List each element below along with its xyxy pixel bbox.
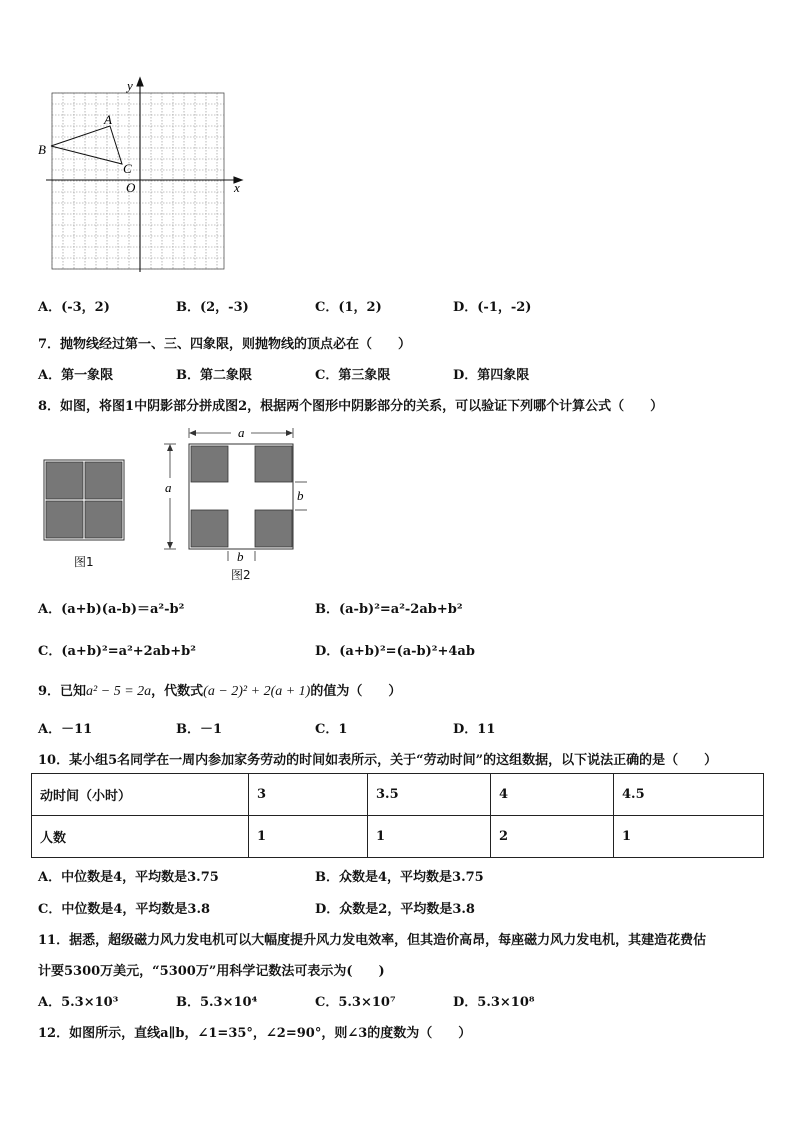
table-row (32, 816, 764, 858)
q9-option-b[interactable]: B．－1 (176, 722, 223, 737)
q6-option-d[interactable]: D．(-1，-2) (453, 300, 532, 315)
q10-question: 10．某小组5名同学在一周内参加家务劳动的时间如表所示，关于“劳动时间”的这组数据，以下说法正确的是（ ） (38, 753, 718, 768)
q11-question-line1: 11．据悉，超级磁力风力发电机可以大幅度提升风力发电效率，但其造价高昂，每座磁力风力发电机，其建造花费估 (38, 933, 707, 948)
q12-question: 12．如图所示，直线a∥b，∠1=35°，∠2=90°，则∠3的度数为（ ） (38, 1026, 472, 1041)
q9-middle: ，代数式 (151, 684, 204, 699)
table-cell: 1 (614, 816, 764, 858)
q8-question: 8．如图，将图1中阴影部分拼成图2，根据两个图形中阴影部分的关系，可以验证下列哪个计算公式（ ） (38, 399, 664, 414)
figure-2-caption: 图2 (231, 568, 251, 582)
q8-option-b[interactable]: B．(a-b)²=a²-2ab+b² (315, 602, 463, 617)
q9-question (38, 680, 401, 700)
point-b-label: B (38, 142, 46, 157)
figure-2 (156, 420, 316, 570)
q11-option-b[interactable]: B．5.3×10⁴ (176, 995, 258, 1010)
q11-option-a[interactable]: A．5.3×10³ (38, 995, 119, 1010)
axes (46, 78, 242, 272)
table-cell: 2 (491, 816, 614, 858)
table-row (32, 774, 764, 816)
q9-condition: a² − 5 = 2a (86, 684, 152, 699)
table-cell: 动时间（小时） (32, 774, 249, 816)
q6-option-b[interactable]: B．(2，-3) (176, 300, 249, 315)
q10-table (31, 773, 764, 858)
triangle-abc (51, 126, 122, 164)
table-cell: 4 (491, 774, 614, 816)
q11-option-d[interactable]: D．5.3×10⁸ (453, 995, 535, 1010)
grid-lines (52, 93, 224, 269)
q11-question-line2: 计要5300万美元，“5300万”用科学记数法可表示为( ) (38, 964, 385, 979)
q9-option-c[interactable]: C．1 (315, 722, 348, 737)
fig2-top-a-label: a (238, 425, 245, 440)
table-cell: 1 (249, 816, 368, 858)
fig2-bottom-b-label: b (237, 549, 244, 564)
table-cell: 1 (368, 816, 491, 858)
q7-option-a[interactable]: A．第一象限 (38, 368, 114, 383)
q11-option-c[interactable]: C．5.3×10⁷ (315, 995, 396, 1010)
point-c-label: C (123, 161, 132, 176)
grid-border (52, 93, 224, 269)
q8-option-c[interactable]: C．(a+b)²=a²+2ab+b² (38, 644, 196, 659)
table-cell: 3 (249, 774, 368, 816)
coordinate-grid-figure (36, 74, 252, 274)
q9-option-d[interactable]: D．11 (453, 722, 496, 737)
figure-1 (40, 456, 130, 546)
q10-option-b[interactable]: B．众数是4，平均数是3.75 (315, 870, 484, 885)
q7-option-c[interactable]: C．第三象限 (315, 368, 391, 383)
q9-expression: (a − 2)² + 2(a + 1) (203, 684, 311, 699)
q7-option-d[interactable]: D．第四象限 (453, 368, 530, 383)
q9-option-a[interactable]: A．－11 (38, 722, 93, 737)
table-cell: 人数 (32, 816, 249, 858)
figure-1-caption: 图1 (74, 555, 94, 569)
y-axis-label: y (127, 78, 133, 93)
q8-option-a[interactable]: A．(a+b)(a-b)＝a²-b² (38, 602, 185, 617)
fig2-left-a-label: a (165, 480, 172, 495)
table-cell: 3.5 (368, 774, 491, 816)
origin-label: O (126, 180, 136, 195)
q6-option-a[interactable]: A．(-3，2) (38, 300, 110, 315)
q8-option-d[interactable]: D．(a+b)²=(a-b)²+4ab (315, 644, 475, 659)
fig2-right-b-label: b (297, 488, 304, 503)
point-a-label: A (104, 112, 112, 127)
table-cell: 4.5 (614, 774, 764, 816)
q7-option-b[interactable]: B．第二象限 (176, 368, 252, 383)
q6-option-c[interactable]: C．(1，2) (315, 300, 382, 315)
q10-option-c[interactable]: C．中位数是4，平均数是3.8 (38, 902, 211, 917)
q10-option-a[interactable]: A．中位数是4，平均数是3.75 (38, 870, 219, 885)
x-axis-label: x (234, 180, 240, 195)
q9-suffix: 的值为（ ） (310, 684, 402, 699)
q7-question: 7．抛物线经过第一、三、四象限，则抛物线的顶点必在（ ） (38, 337, 412, 352)
q10-option-d[interactable]: D．众数是2，平均数是3.8 (315, 902, 475, 917)
q9-prefix: 9．已知 (38, 684, 87, 699)
